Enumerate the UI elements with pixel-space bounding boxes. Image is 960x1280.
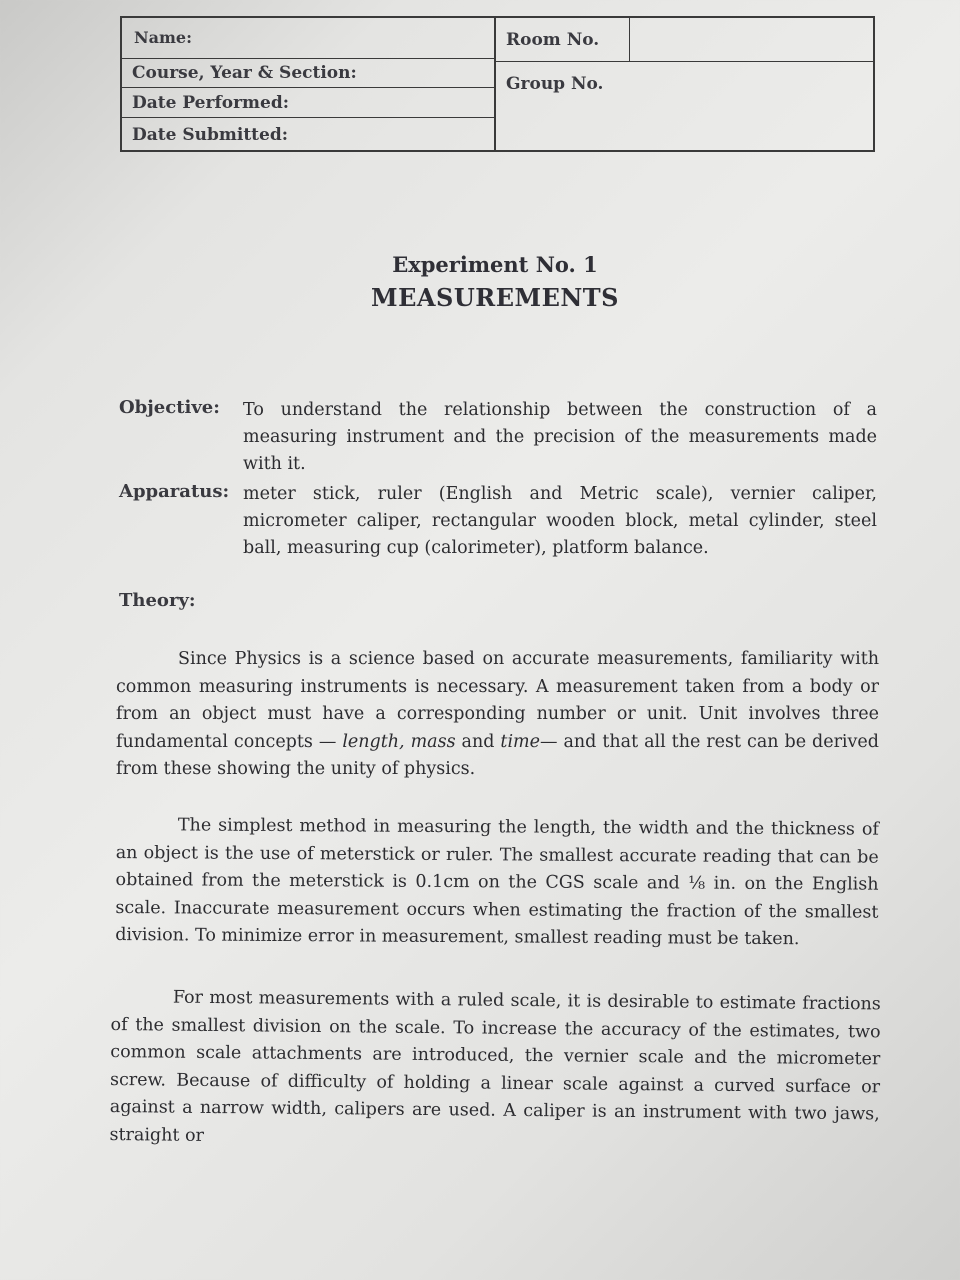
- theory-p1-text-c: — and that all the rest can be derived from these showing the unity of physics.: [116, 731, 879, 779]
- info-left-column: [122, 18, 496, 150]
- theory-p1-text-b: and: [455, 731, 501, 752]
- group-label: Group No.: [506, 74, 604, 94]
- theory-p1-length-mass: length, mass: [342, 731, 456, 752]
- theory-p1-time: time: [500, 731, 541, 752]
- name-cell: [122, 18, 494, 58]
- student-info-table: [120, 16, 875, 152]
- theory-label: Theory:: [119, 590, 196, 611]
- objective-text: To understand the relationship between the construction of a measuring instrument and the precision of the measurements made with it.: [243, 400, 877, 474]
- objective-label: Objective:: [119, 397, 220, 418]
- date-performed-label: Date Performed:: [132, 92, 290, 113]
- apparatus-label: Apparatus:: [119, 481, 230, 502]
- date-submitted-cell: [122, 118, 494, 152]
- name-label: Name:: [134, 28, 193, 47]
- theory-paragraph-2: The simplest method in measuring the length, the width and the thickness of an object is the use of meterstick or ruler. The smallest accurate reading that can be obtained from the meterstick is 0.1cm on the CGS scale and ⅛ in. on the English scale. Inaccurate measurement occurs when estimating the fraction of the smallest division. To minimize error in measurement, smallest reading must be taken.: [115, 815, 879, 950]
- theory-p1-text-a: Since Physics is a science based on accurate measurements, familiarity with common measuring instruments is necessary. A measurement taken from a body or from an object must have a corresponding number or unit. Unit involves three fundamental concepts —: [116, 649, 879, 752]
- date-submitted-label: Date Submitted:: [132, 125, 288, 145]
- room-label: Room No.: [496, 18, 630, 61]
- info-right-column: [496, 18, 873, 150]
- apparatus-text: meter stick, ruler (English and Metric scale), vernier caliper, micrometer caliper, rectangular wooden block, metal cylinder, steel ball, measuring cup (calorimeter), platform balance.: [243, 484, 877, 558]
- theory-paragraph-1: [116, 646, 879, 784]
- theory-paragraph-3: For most measurements with a ruled scale, it is desirable to estimate fractions of the smallest division on the scale. To increase the accuracy of the estimates, two common scale attachments are introduced, the vernier scale and the micrometer screw. Because of difficulty of holding a linear scale against a curved surface or against a narrow width, calipers are used. A caliper is an instrument with two jaws, straight or: [109, 987, 881, 1146]
- course-cell: [122, 58, 494, 88]
- room-row: [496, 18, 873, 62]
- experiment-number: Experiment No. 1: [392, 252, 598, 277]
- date-performed-cell: [122, 88, 494, 118]
- course-label: Course, Year & Section:: [132, 63, 357, 83]
- experiment-title: MEASUREMENTS: [371, 283, 619, 312]
